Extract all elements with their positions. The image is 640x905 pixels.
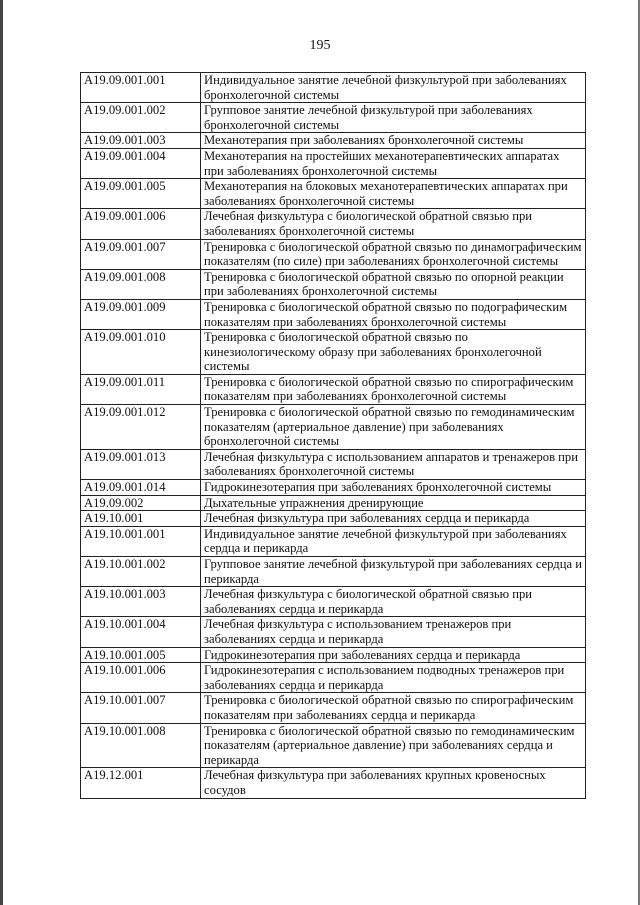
procedure-name: Лечебная физкультура при заболеваниях крупных кровеносных сосудов bbox=[201, 768, 586, 798]
table-row bbox=[81, 209, 586, 239]
procedure-name: Тренировка с биологической обратной связью по динамографическим показателям (по силе) при заболеваниях бронхолегочной системы bbox=[201, 239, 586, 269]
table-row bbox=[81, 449, 586, 479]
table-row bbox=[81, 179, 586, 209]
procedure-name: Лечебная физкультура с использованием аппаратов и тренажеров при заболеваниях бронхолегочной системы bbox=[201, 449, 586, 479]
table-row bbox=[81, 617, 586, 647]
table-row bbox=[81, 647, 586, 663]
procedure-name: Тренировка с биологической обратной связью по спирографическим показателям при заболеваниях бронхолегочной системы bbox=[201, 374, 586, 404]
procedure-code: A19.09.001.001 bbox=[81, 73, 201, 103]
procedure-code: A19.09.001.011 bbox=[81, 374, 201, 404]
procedure-name: Дыхательные упражнения дренирующие bbox=[201, 495, 586, 511]
procedure-code: A19.09.001.002 bbox=[81, 103, 201, 133]
procedure-name: Индивидуальное занятие лечебной физкультурой при заболеваниях сердца и перикарда bbox=[201, 526, 586, 556]
procedure-name: Механотерапия на блоковых механотерапевтических аппаратах при заболеваниях бронхолегочной системы bbox=[201, 179, 586, 209]
procedure-codes-table bbox=[80, 72, 586, 799]
table-row bbox=[81, 511, 586, 527]
table-row bbox=[81, 269, 586, 299]
scan-left-edge bbox=[0, 0, 3, 905]
table-body bbox=[81, 73, 586, 799]
procedure-name: Лечебная физкультура с использованием тренажеров при заболеваниях сердца и перикарда bbox=[201, 617, 586, 647]
table-row bbox=[81, 663, 586, 693]
table-row bbox=[81, 133, 586, 149]
procedure-name: Тренировка с биологической обратной связью по гемодинамическим показателям (артериальное давление) при заболеваниях сердца и перикарда bbox=[201, 723, 586, 768]
procedure-code: A19.09.001.004 bbox=[81, 148, 201, 178]
procedure-name: Групповое занятие лечебной физкультурой при заболеваниях бронхолегочной системы bbox=[201, 103, 586, 133]
procedure-name: Тренировка с биологической обратной связью по спирографическим показателям при заболеваниях сердца и перикарда bbox=[201, 693, 586, 723]
procedure-code: A19.09.001.005 bbox=[81, 179, 201, 209]
procedure-code: A19.09.001.007 bbox=[81, 239, 201, 269]
procedure-code: A19.09.001.008 bbox=[81, 269, 201, 299]
procedure-code: A19.10.001.003 bbox=[81, 587, 201, 617]
procedure-code: A19.09.001.009 bbox=[81, 299, 201, 329]
table-row bbox=[81, 693, 586, 723]
table-row bbox=[81, 148, 586, 178]
procedure-name: Индивидуальное занятие лечебной физкультурой при заболеваниях бронхолегочной системы bbox=[201, 73, 586, 103]
table-row bbox=[81, 103, 586, 133]
procedure-name: Лечебная физкультура при заболеваниях сердца и перикарда bbox=[201, 511, 586, 527]
procedure-name: Гидрокинезотерапия с использованием подводных тренажеров при заболеваниях сердца и перикарда bbox=[201, 663, 586, 693]
procedure-code: A19.09.001.012 bbox=[81, 405, 201, 450]
procedure-code: A19.10.001 bbox=[81, 511, 201, 527]
procedure-code: A19.10.001.008 bbox=[81, 723, 201, 768]
procedure-code: A19.10.001.006 bbox=[81, 663, 201, 693]
procedure-name: Механотерапия при заболеваниях бронхолегочной системы bbox=[201, 133, 586, 149]
procedure-code: A19.09.001.014 bbox=[81, 480, 201, 496]
procedure-code: A19.10.001.004 bbox=[81, 617, 201, 647]
procedure-name: Лечебная физкультура с биологической обратной связью при заболеваниях бронхолегочной системы bbox=[201, 209, 586, 239]
procedure-name: Механотерапия на простейших механотерапевтических аппаратах при заболеваниях бронхолегочной системы bbox=[201, 148, 586, 178]
procedure-code: A19.09.001.010 bbox=[81, 330, 201, 375]
procedure-name: Тренировка с биологической обратной связью по кинезиологическому образу при заболеваниях бронхолегочной системы bbox=[201, 330, 586, 375]
table-row bbox=[81, 723, 586, 768]
procedure-name: Тренировка с биологической обратной связью по гемодинамическим показателям (артериальное давление) при заболеваниях бронхолегочной системы bbox=[201, 405, 586, 450]
procedure-code: A19.09.001.013 bbox=[81, 449, 201, 479]
procedure-code: A19.09.001.003 bbox=[81, 133, 201, 149]
procedure-code: A19.10.001.001 bbox=[81, 526, 201, 556]
procedure-name: Лечебная физкультура с биологической обратной связью при заболеваниях сердца и перикарда bbox=[201, 587, 586, 617]
table-row bbox=[81, 405, 586, 450]
table-row bbox=[81, 557, 586, 587]
procedure-code: A19.09.001.006 bbox=[81, 209, 201, 239]
table-row bbox=[81, 480, 586, 496]
procedure-name: Гидрокинезотерапия при заболеваниях сердца и перикарда bbox=[201, 647, 586, 663]
table-row bbox=[81, 239, 586, 269]
table-row bbox=[81, 299, 586, 329]
table-row bbox=[81, 587, 586, 617]
procedure-code: A19.10.001.005 bbox=[81, 647, 201, 663]
procedure-name: Тренировка с биологической обратной связью по подографическим показателям при заболеваниях бронхолегочной системы bbox=[201, 299, 586, 329]
table-row bbox=[81, 73, 586, 103]
procedure-code: A19.12.001 bbox=[81, 768, 201, 798]
table-row bbox=[81, 526, 586, 556]
procedure-name: Тренировка с биологической обратной связью по опорной реакции при заболеваниях бронхолегочной системы bbox=[201, 269, 586, 299]
table-row bbox=[81, 495, 586, 511]
procedure-code: A19.09.002 bbox=[81, 495, 201, 511]
page-number: 195 bbox=[309, 38, 331, 53]
procedure-name: Групповое занятие лечебной физкультурой при заболеваниях сердца и перикарда bbox=[201, 557, 586, 587]
table-row bbox=[81, 374, 586, 404]
procedure-code: A19.10.001.002 bbox=[81, 557, 201, 587]
procedure-name: Гидрокинезотерапия при заболеваниях бронхолегочной системы bbox=[201, 480, 586, 496]
table-row bbox=[81, 768, 586, 798]
procedure-code: A19.10.001.007 bbox=[81, 693, 201, 723]
table-row bbox=[81, 330, 586, 375]
